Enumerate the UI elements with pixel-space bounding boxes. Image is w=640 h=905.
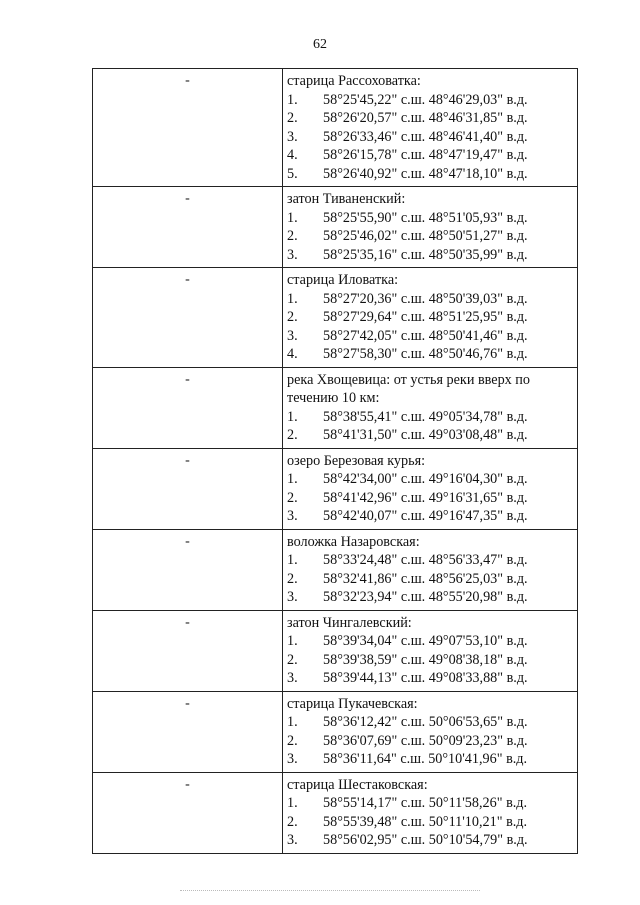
coordinate-number: 2. — [287, 651, 298, 668]
table-row — [93, 529, 578, 610]
coordinate-line — [287, 91, 573, 110]
coordinate-value: 58°27'42,05" с.ш. 48°50'41,46" в.д. — [323, 327, 528, 344]
dash-mark: - — [185, 191, 190, 206]
coordinate-line — [287, 146, 573, 165]
coordinate-value: 58°39'44,13" с.ш. 49°08'33,88" в.д. — [323, 670, 528, 686]
coordinate-line — [287, 551, 573, 570]
water-body-title: старица Рассоховатка: — [287, 73, 421, 89]
water-body-cell — [283, 69, 578, 187]
coordinate-number: 4. — [287, 346, 298, 362]
dash-cell — [93, 610, 283, 691]
coordinate-number: 1. — [287, 290, 298, 307]
coordinate-number: 1. — [287, 633, 298, 649]
table-row — [93, 69, 578, 187]
water-body-cell — [283, 772, 578, 853]
coordinate-line — [287, 831, 573, 850]
coordinate-value: 58°26'20,57" с.ш. 48°46'31,85" в.д. — [323, 110, 528, 126]
coordinate-value: 58°38'55,41" с.ш. 49°05'34,78" в.д. — [323, 408, 528, 425]
coordinate-line — [287, 128, 573, 147]
coordinate-line — [287, 209, 573, 228]
scan-artifact-line — [180, 890, 480, 892]
coordinate-value: 58°25'55,90" с.ш. 48°51'05,93" в.д. — [323, 209, 528, 226]
dash-cell — [93, 772, 283, 853]
dash-mark: - — [185, 452, 190, 468]
coordinate-number: 3. — [287, 508, 298, 524]
water-body-cell — [283, 529, 578, 610]
coordinates-table — [92, 68, 578, 854]
coordinate-value: 58°41'31,50" с.ш. 49°03'08,48" в.д. — [323, 427, 528, 443]
table-row — [93, 367, 578, 448]
coordinate-line — [287, 327, 573, 346]
water-body-title: старица Пукачевская: — [287, 695, 418, 712]
table-row — [93, 448, 578, 529]
coordinate-line — [287, 588, 573, 607]
coordinate-number: 2. — [287, 309, 298, 325]
coordinate-number: 2. — [287, 427, 298, 443]
coordinate-line — [287, 489, 573, 508]
dash-mark: - — [185, 73, 190, 88]
page-number: 62 — [313, 37, 327, 52]
coordinate-value: 58°25'45,22" с.ш. 48°46'29,03" в.д. — [323, 91, 528, 108]
coordinate-number: 5. — [287, 165, 298, 182]
dash-cell — [93, 367, 283, 448]
dash-cell — [93, 691, 283, 772]
dash-mark: - — [185, 695, 190, 711]
dash-cell — [93, 69, 283, 187]
coordinate-value: 58°39'34,04" с.ш. 49°07'53,10" в.д. — [323, 633, 528, 649]
coordinate-line — [287, 507, 573, 526]
coordinate-value: 58°25'35,16" с.ш. 48°50'35,99" в.д. — [323, 246, 528, 263]
coordinate-number: 2. — [287, 489, 298, 506]
coordinate-value: 58°42'40,07" с.ш. 49°16'47,35" в.д. — [323, 508, 528, 524]
coordinate-line — [287, 632, 573, 651]
coordinate-line — [287, 408, 573, 427]
coordinate-number: 3. — [287, 751, 298, 767]
coordinate-number: 3. — [287, 670, 298, 686]
coordinate-number: 1. — [287, 408, 298, 425]
water-body-title: река Хвощевица: от устья реки вверх по течению 10 км: — [287, 371, 530, 406]
water-body-cell — [283, 448, 578, 529]
coordinate-line — [287, 246, 573, 265]
coordinate-line — [287, 227, 573, 246]
water-body-title: затон Чингалевский: — [287, 614, 412, 631]
coordinate-number: 4. — [287, 147, 298, 163]
coordinate-number: 3. — [287, 589, 298, 605]
coordinate-value: 58°27'58,30" с.ш. 48°50'46,76" в.д. — [323, 346, 528, 362]
coordinate-line — [287, 290, 573, 309]
dash-mark: - — [185, 371, 190, 387]
coordinate-line — [287, 651, 573, 670]
coordinate-line — [287, 345, 573, 364]
coordinate-line — [287, 813, 573, 832]
coordinate-value: 58°42'34,00" с.ш. 49°16'04,30" в.д. — [323, 471, 528, 487]
dash-mark: - — [185, 272, 190, 287]
dash-cell — [93, 268, 283, 368]
coordinate-value: 58°26'40,92" с.ш. 48°47'18,10" в.д. — [323, 165, 528, 182]
coordinate-value: 58°56'02,95" с.ш. 50°10'54,79" в.д. — [323, 832, 528, 848]
coordinate-value: 58°36'11,64" с.ш. 50°10'41,96" в.д. — [323, 751, 528, 767]
coordinate-value: 58°32'23,94" с.ш. 48°55'20,98" в.д. — [323, 589, 528, 605]
coordinate-line — [287, 794, 573, 813]
coordinate-value: 58°55'14,17" с.ш. 50°11'58,26" в.д. — [323, 795, 528, 811]
coordinate-number: 2. — [287, 228, 298, 244]
coordinate-line — [287, 470, 573, 489]
coordinate-value: 58°36'12,42" с.ш. 50°06'53,65" в.д. — [323, 714, 528, 730]
coordinate-line — [287, 750, 573, 769]
coordinate-number: 1. — [287, 714, 298, 730]
coordinate-value: 58°25'46,02" с.ш. 48°50'51,27" в.д. — [323, 228, 528, 244]
coordinate-value: 58°32'41,86" с.ш. 48°56'25,03" в.д. — [323, 570, 528, 587]
dash-cell — [93, 448, 283, 529]
coordinate-number: 3. — [287, 128, 298, 145]
coordinate-value: 58°33'24,48" с.ш. 48°56'33,47" в.д. — [323, 552, 528, 568]
water-body-title: старица Шестаковская: — [287, 776, 428, 793]
coordinate-value: 58°55'39,48" с.ш. 50°11'10,21" в.д. — [323, 813, 528, 830]
coordinate-number: 2. — [287, 110, 298, 126]
coordinate-number: 2. — [287, 570, 298, 587]
table-body — [93, 69, 578, 854]
coordinate-number: 1. — [287, 795, 298, 811]
coordinate-number: 2. — [287, 813, 298, 830]
coordinate-value: 58°39'38,59" с.ш. 49°08'38,18" в.д. — [323, 651, 528, 668]
coordinate-number: 3. — [287, 246, 298, 263]
coordinate-value: 58°41'42,96" с.ш. 49°16'31,65" в.д. — [323, 489, 528, 506]
coordinate-number: 1. — [287, 91, 298, 108]
water-body-title: старица Иловатка: — [287, 272, 399, 288]
dash-mark: - — [185, 533, 190, 549]
dash-mark: - — [185, 614, 190, 630]
water-body-title: озеро Березовая курья: — [287, 452, 426, 469]
water-body-title: затон Тиваненский: — [287, 191, 406, 207]
coordinate-value: 58°27'29,64" с.ш. 48°51'25,95" в.д. — [323, 309, 528, 325]
water-body-cell — [283, 367, 578, 448]
table-row — [93, 691, 578, 772]
coordinate-number: 1. — [287, 209, 298, 226]
dash-cell — [93, 529, 283, 610]
water-body-cell — [283, 610, 578, 691]
coordinate-value: 58°26'33,46" с.ш. 48°46'41,40" в.д. — [323, 128, 528, 145]
coordinate-line — [287, 669, 573, 688]
coordinate-number: 3. — [287, 832, 298, 848]
coordinate-line — [287, 713, 573, 732]
table-row — [93, 268, 578, 368]
dash-mark: - — [185, 776, 190, 792]
coordinate-value: 58°26'15,78" с.ш. 48°47'19,47" в.д. — [323, 147, 528, 163]
coordinate-number: 1. — [287, 552, 298, 568]
coordinate-line — [287, 426, 573, 445]
coordinate-number: 1. — [287, 471, 298, 487]
coordinate-line — [287, 165, 573, 184]
table-row — [93, 187, 578, 268]
water-body-cell — [283, 187, 578, 268]
coordinate-line — [287, 308, 573, 327]
water-body-cell — [283, 691, 578, 772]
coordinate-value: 58°36'07,69" с.ш. 50°09'23,23" в.д. — [323, 732, 528, 749]
water-body-title: воложка Назаровская: — [287, 533, 420, 550]
coordinate-line — [287, 109, 573, 128]
coordinate-number: 3. — [287, 327, 298, 344]
table-row — [93, 610, 578, 691]
coordinate-value: 58°27'20,36" с.ш. 48°50'39,03" в.д. — [323, 290, 528, 307]
table-row — [93, 772, 578, 853]
water-body-cell — [283, 268, 578, 368]
dash-cell — [93, 187, 283, 268]
coordinate-line — [287, 732, 573, 751]
coordinate-line — [287, 570, 573, 589]
coordinate-number: 2. — [287, 732, 298, 749]
